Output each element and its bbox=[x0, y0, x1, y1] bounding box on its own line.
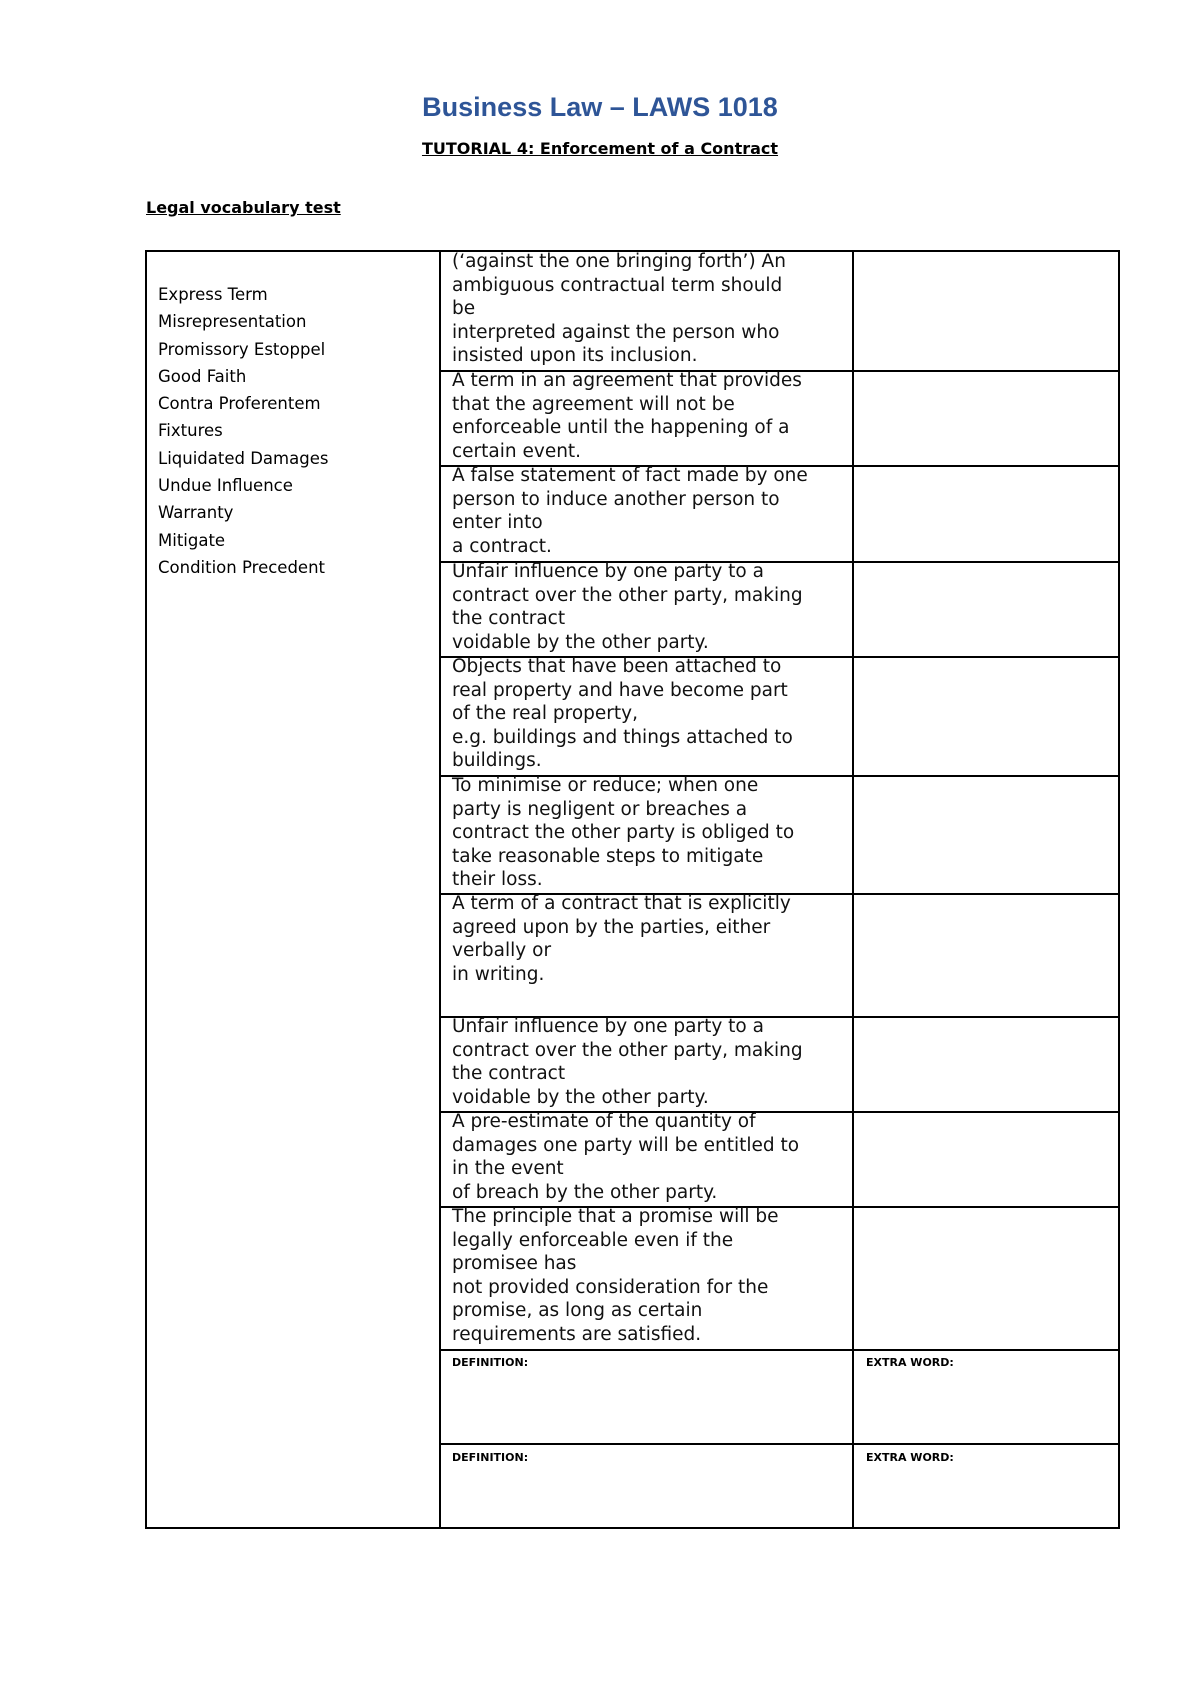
answer-cell[interactable] bbox=[854, 658, 1118, 775]
word-bank-item: Misrepresentation bbox=[158, 312, 307, 332]
word-bank-item: Condition Precedent bbox=[158, 557, 325, 577]
word-bank bbox=[158, 281, 328, 581]
word-bank-item: Mitigate bbox=[158, 530, 226, 550]
word-bank-item: Undue Influence bbox=[158, 476, 293, 496]
row-divider bbox=[439, 1443, 1120, 1445]
answer-cell[interactable] bbox=[854, 252, 1118, 370]
word-bank-item: Express Term bbox=[158, 285, 268, 304]
answer-cell[interactable] bbox=[854, 1018, 1118, 1111]
definition-label: DEFINITION: bbox=[452, 1451, 529, 1464]
definition-text: A term of a contract that is explicitly agreed upon by the parties, either verbally or in writing. bbox=[452, 893, 791, 985]
definition-text: A false statement of fact made by one person to induce another person to enter into a contract. bbox=[452, 465, 808, 557]
answer-cell[interactable] bbox=[854, 1208, 1118, 1349]
definition-label: DEFINITION: bbox=[452, 1356, 529, 1369]
definition-text: Objects that have been attached to real property and have become part of the real property, e.g. buildings and things attached to buildings. bbox=[452, 656, 793, 772]
word-bank-item: Warranty bbox=[158, 503, 234, 523]
extra-word-label: EXTRA WORD: bbox=[866, 1356, 954, 1369]
answer-cell[interactable] bbox=[854, 1113, 1118, 1206]
answer-cell[interactable] bbox=[854, 372, 1118, 465]
word-bank-item: Promissory Estoppel bbox=[158, 339, 326, 359]
definition-text: The principle that a promise will be legally enforceable even if the promisee has not provided consideration for the promise, as long as certain requirements are satisfied. bbox=[452, 1206, 779, 1345]
answer-cell[interactable] bbox=[854, 777, 1118, 893]
definition-text: A term in an agreement that provides that the agreement will not be enforceable until the happening of a certain event. bbox=[452, 370, 802, 462]
word-bank-item: Contra Proferentem bbox=[158, 394, 321, 414]
extra-word-label: EXTRA WORD: bbox=[866, 1451, 954, 1464]
section-heading: Legal vocabulary test bbox=[146, 198, 341, 217]
answer-cell[interactable] bbox=[854, 895, 1118, 1016]
tutorial-subtitle: TUTORIAL 4: Enforcement of a Contract bbox=[421, 139, 779, 158]
definition-text: To minimise or reduce; when one party is negligent or breaches a contract the other party is obliged to take reasonable steps to mitigate their loss. bbox=[452, 775, 795, 891]
word-bank-item: Liquidated Damages bbox=[158, 448, 329, 468]
definition-text: A pre-estimate of the quantity of damages one party will be entitled to in the event of breach by the other party. bbox=[452, 1111, 800, 1203]
word-bank-item: Good Faith bbox=[158, 366, 247, 386]
row-divider bbox=[439, 1349, 1120, 1351]
column-divider-word-bank bbox=[439, 250, 441, 1529]
answer-cell[interactable] bbox=[854, 563, 1118, 656]
document-title: Business Law – LAWS 1018 bbox=[422, 92, 778, 122]
answer-cell[interactable] bbox=[854, 467, 1118, 561]
definition-text: (‘against the one bringing forth’) An ambiguous contractual term should be interpreted against the person who insisted upon its inclusion. bbox=[452, 251, 786, 367]
word-bank-item: Fixtures bbox=[158, 421, 223, 441]
definition-text: Unfair influence by one party to a contract over the other party, making the contract voidable by the other party. bbox=[452, 561, 803, 653]
definition-text: Unfair influence by one party to a contract over the other party, making the contract voidable by the other party. bbox=[452, 1016, 803, 1108]
